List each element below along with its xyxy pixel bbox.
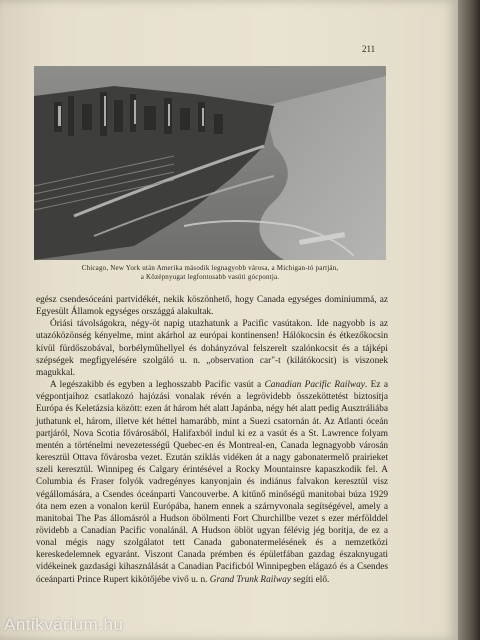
paragraph-3-middle: . Ez a végpontjaihoz csatlakozó hajózási vonalak révén a legrövidebb összeköttetést biztosítja Európa és Keletázsia között: ezen át három hét alatt Japánba, négy hét alatt pedig Ausztráliába juthatunk el, három, illetve két héttel hamarább, mint a Suezi csatornán át. Az Atlanti óceán partjáról, Nova Scotia fővárosából, Halifaxból indul ki ez a vasút és a St. Lawrence folyam mentén a történelmi nevezetességű Quebec-en és Montreal-en, Canada legnagyobb városán keresztül Ottava fővárosba vezet. Ezután sziklás vidéken át a nagy gabonatermelő prairieket szeli keresztül. Winnipeg és Calgary érintésével a Rocky Mountainsre kapaszkodik fel. A Columbia és Fraser folyók vadregényes kanyonjain és indiánus falvakon keresztül visz végállomására, a Csendes óceánparti Vancouverbe. A kitűnő minőségű manitobai búza 1929 óta nem ezen a vonalon kerül Európába, hanem ennek a szárnyvonala segítségével, amely a manitobai The Pas állomásról a Hudson öbölmenti Fort Churchillbe vezet s ezer mérfölddel rövidebb a Canadian Pacific vonalánál. A Hudson öblöt ugyan félévig jég borítja, de ez a vonal mégis nagy szolgálatot tett Canada gabonatermelésének és a nemzetközi kereskedelemnek egyaránt. Viszont Canada prémben és épületfában gazdag északnyugati vidékeinek gazdasági kihasználását a Canadian Pacificból Winnipegben elágazó és a Csendes óceánparti Prince Rupert kikötőjébe vivő u. n. bbox=[36, 380, 388, 585]
railway-name-grand-trunk: Grand Trunk Railway bbox=[209, 574, 291, 585]
paragraph-3-start: A legészakibb és egyben a leghosszabb Pacific vasút a bbox=[50, 380, 265, 391]
caption-line-1: Chicago, New York után Amerika második legnagyobb városa, a Michigan-tó partján, bbox=[81, 264, 339, 272]
body-text bbox=[36, 294, 388, 586]
paragraph-3-end: segíti elő. bbox=[290, 574, 330, 585]
caption-line-2: a Középnyugat legfontosabb vasúti gócpontja. bbox=[140, 273, 280, 281]
railway-name-canadian-pacific: Canadian Pacific Railway bbox=[264, 380, 365, 391]
paragraph-2: Óriási távolságokra, négy-öt napig utazhatunk a Pacific vasútakon. Ide nagyobb is az utazóközönség kényelme, mint akárhol az európai kontinensen! Hálókocsin és étkezőkocsin kívül fürdőszobával, borbélyműhellyel és dohányzóval felszerelt szalónkocsit és a tájképi szépségek megfigyelésére szolgáló u. n. „observation car"-t (kilátókocsit) is viszonek magukkal. bbox=[36, 319, 388, 378]
paragraph-3 bbox=[36, 379, 388, 586]
photo-caption bbox=[40, 264, 380, 282]
photo-illustration bbox=[34, 66, 386, 260]
watermark: Antikvárium.hu bbox=[4, 615, 124, 634]
page-edge bbox=[458, 0, 480, 640]
city-aerial-photo bbox=[34, 66, 386, 260]
paragraph-1: egész csendesóceáni partvidékét, nekik köszönhető, hogy Canada egységes dominiummá, az Egyesült Államok egységes országgá alakultak. bbox=[36, 295, 388, 318]
page-number: 211 bbox=[362, 44, 376, 54]
